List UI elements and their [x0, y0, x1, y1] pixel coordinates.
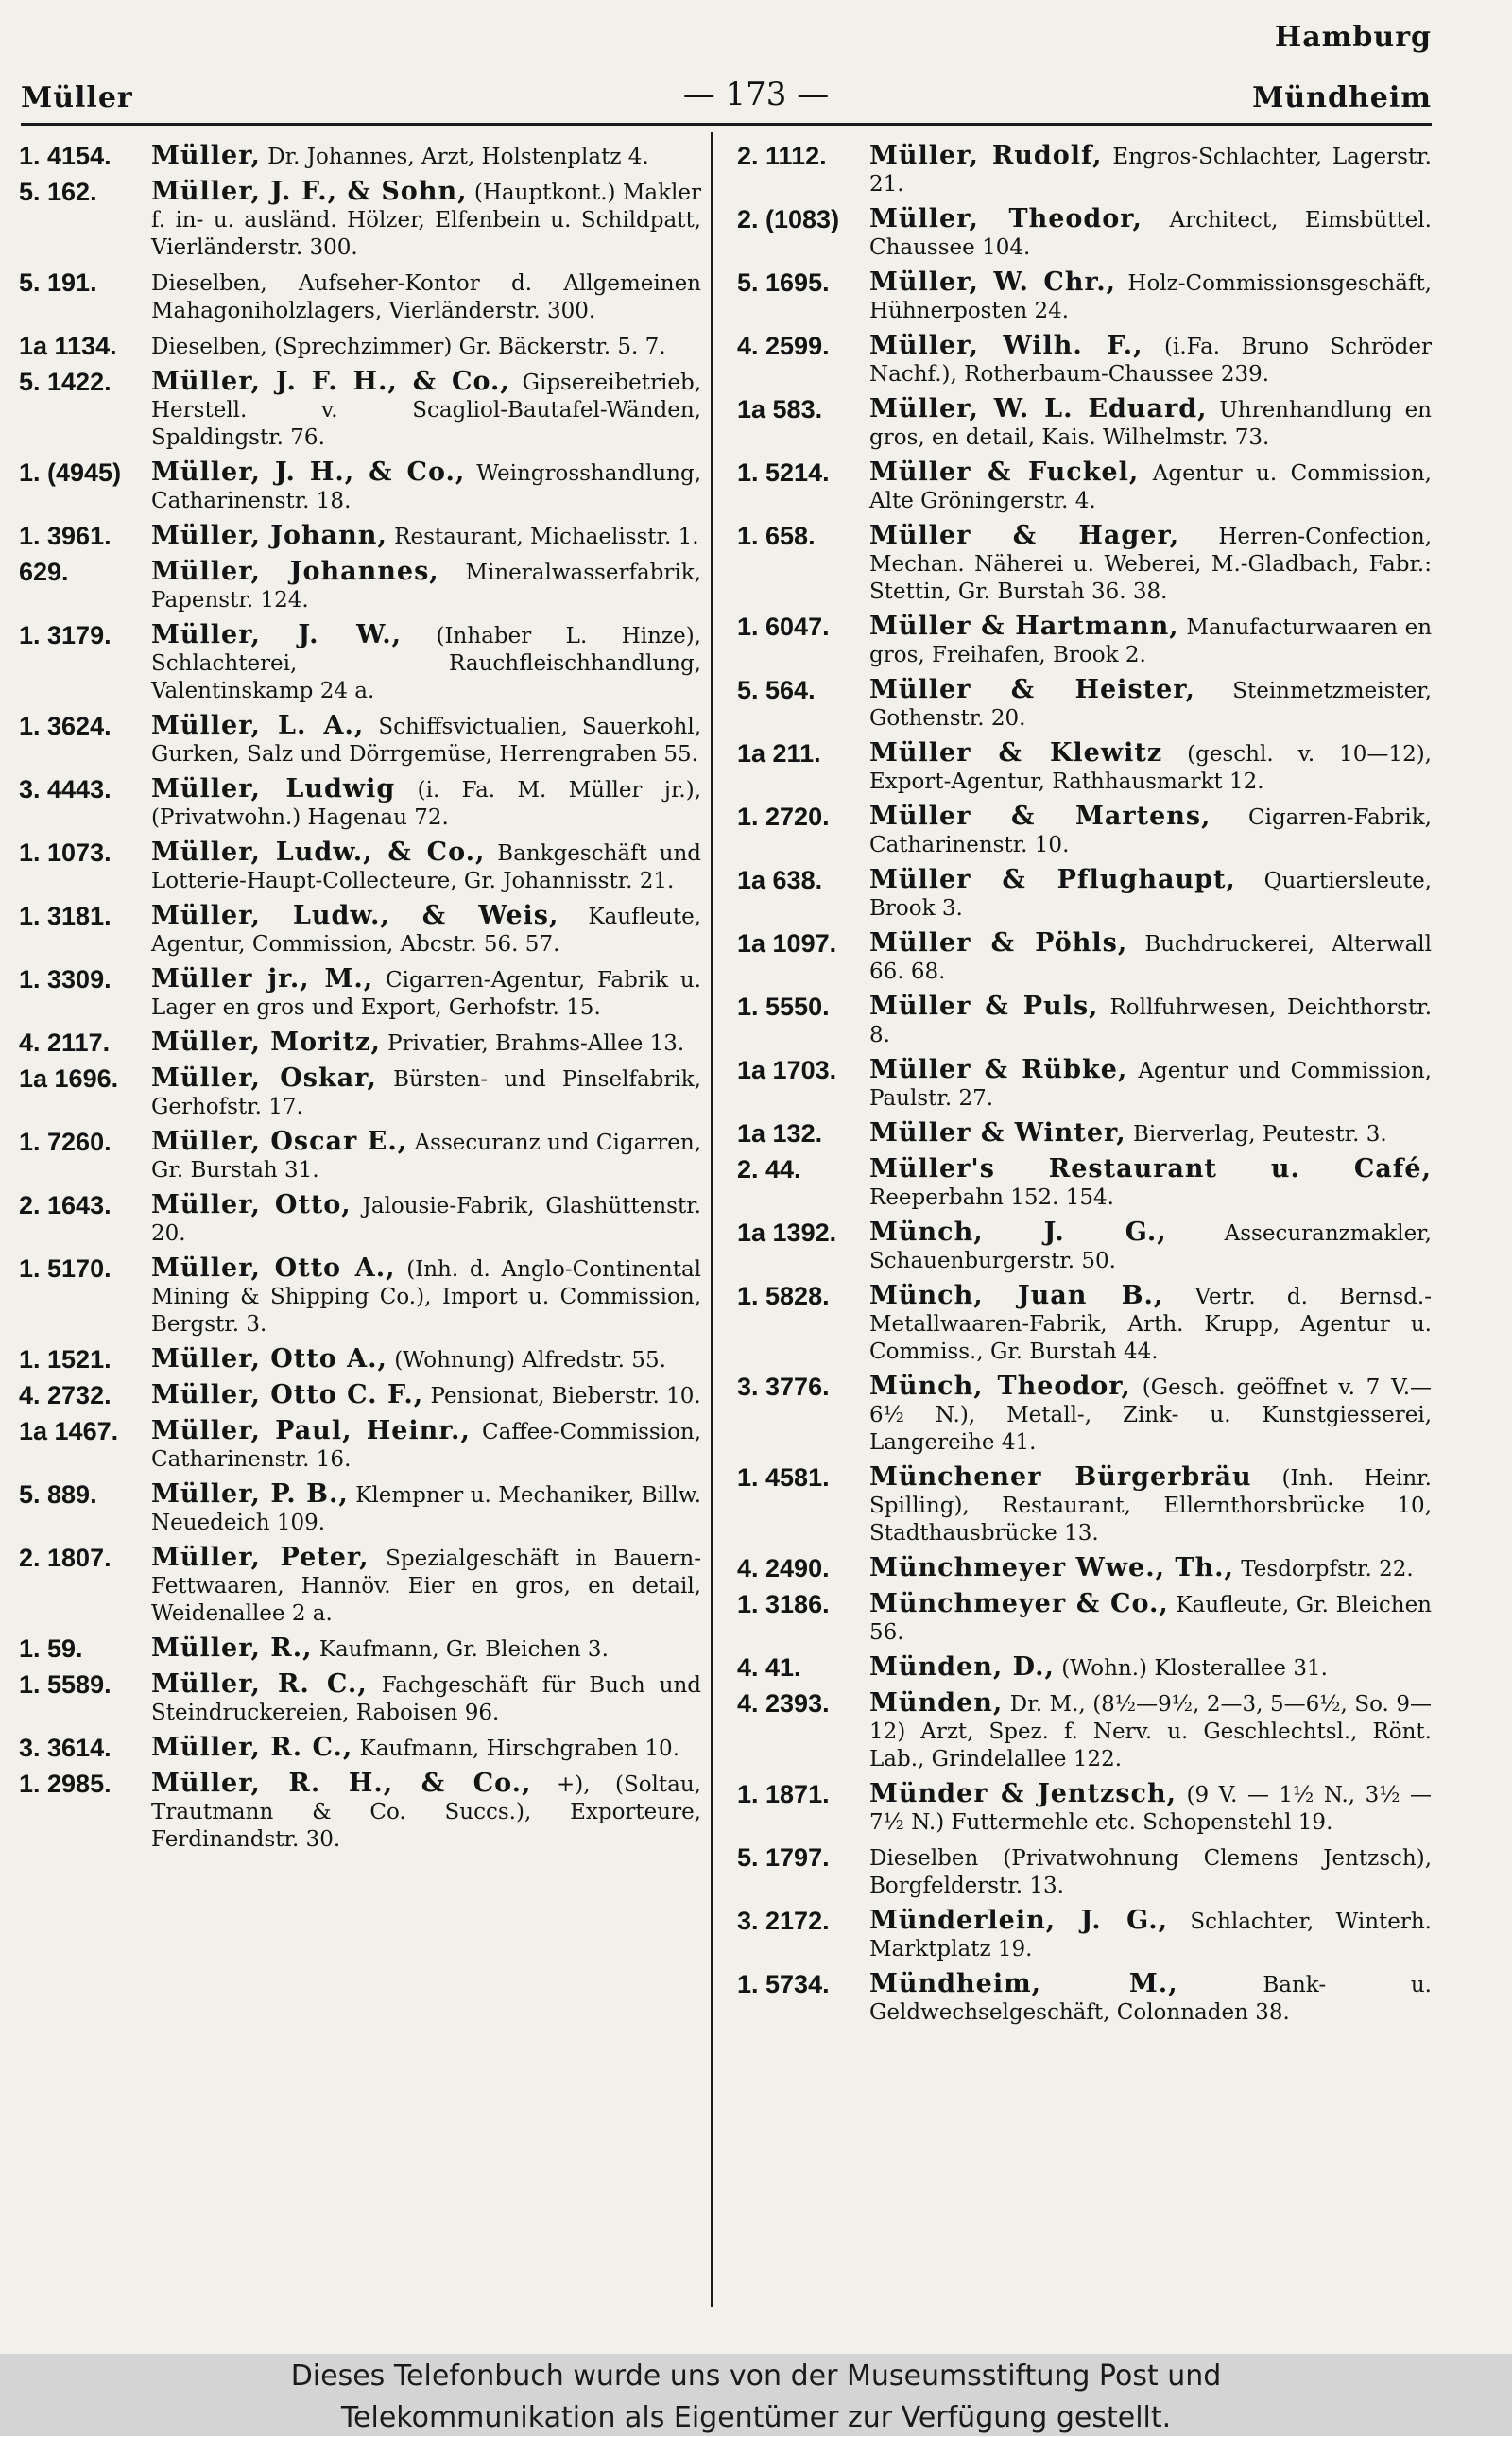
- entry-name: Müller, W. L. Eduard,: [869, 394, 1208, 423]
- entry-name: Müller, Oscar E.,: [151, 1127, 408, 1156]
- directory-entry: [737, 1907, 1432, 1963]
- entry-number: 1a 583.: [737, 395, 823, 423]
- directory-entry: [737, 1119, 1432, 1149]
- entry-details: Mineralwasserfabrik, Papenstr. 124.: [151, 561, 701, 613]
- entry-number: 4. 41.: [737, 1653, 801, 1682]
- entry-details: Agentur und Commission, Paulstr. 27.: [869, 1059, 1432, 1111]
- entry-details: Cigarren-Agentur, Fabrik u. Lager en gros und Export, Gerhofstr. 15.: [151, 968, 701, 1020]
- entry-details: Tesdorpfstr. 22.: [1241, 1557, 1414, 1581]
- entry-number: 4. 2490.: [737, 1554, 830, 1582]
- entry-body: [151, 1670, 701, 1727]
- entry-name: Müller, J. F. H., & Co.,: [151, 367, 510, 396]
- entry-number: 5. 1797.: [737, 1843, 830, 1872]
- entry-name: Müller, R. C.,: [151, 1669, 368, 1699]
- entry-details: Vertr. d. Bernsd.-Metallwaaren-Fabrik, Arth. Krupp, Agentur u. Commiss., Gr. Burstah 44.: [869, 1285, 1432, 1364]
- entry-details: (Wohnung) Alfredstr. 55.: [394, 1348, 666, 1373]
- directory-entry: [19, 558, 701, 614]
- entry-details: (9 V. — 1½ N., 3½ — 7½ N.) Futtermehle etc. Schopenstehl 19.: [869, 1783, 1432, 1835]
- entry-body: [869, 1373, 1432, 1457]
- directory-entry: [19, 332, 701, 361]
- entry-number: 5. 191.: [19, 268, 97, 297]
- entry-details: Dieselben, Aufseher-Kontor d. Allgemeinen Mahagoniholzlagers, Vierländerstr. 300.: [151, 271, 701, 323]
- entry-name: Müller, Oskar,: [151, 1063, 377, 1093]
- entry-number: 1. 3186.: [737, 1590, 830, 1618]
- directory-entry: [19, 838, 701, 895]
- directory-entry: [19, 142, 701, 171]
- entry-details: Rollfuhrwesen, Deichthorstr. 8.: [869, 995, 1433, 1047]
- entry-body: [151, 1254, 701, 1339]
- entry-details: Schiffsvictualien, Sauerkohl, Gurken, Salz und Dörrgemüse, Herrengraben 55.: [151, 715, 702, 767]
- directory-entry: [737, 1373, 1432, 1457]
- entry-body: [869, 1119, 1432, 1149]
- entry-body: [151, 1544, 701, 1628]
- directory-entry: [19, 1770, 701, 1854]
- header-left-keyword: Müller: [21, 81, 133, 114]
- directory-entry: [737, 1282, 1432, 1366]
- entry-number: 1. 2720.: [737, 803, 830, 831]
- directory-entry: [737, 1590, 1432, 1647]
- entry-number: 5. 564.: [737, 676, 816, 704]
- entry-body: [869, 142, 1432, 199]
- entry-details: (i. Fa. M. Müller jr.), (Privatwohn.) Hagenau 72.: [151, 778, 702, 830]
- entry-body: [151, 332, 701, 361]
- entry-number: 1. 3309.: [19, 965, 112, 994]
- entry-body: [869, 1689, 1432, 1773]
- entry-details: Quartiersleute, Brook 3.: [869, 869, 1432, 921]
- entry-details: Assecuranzmakler, Schauenburgerstr. 50.: [869, 1221, 1432, 1273]
- entry-number: 2. 1112.: [737, 142, 827, 170]
- entry-number: 1. 4581.: [737, 1463, 830, 1492]
- directory-entry: [737, 993, 1432, 1049]
- directory-entry: [737, 1843, 1432, 1900]
- entry-body: [151, 775, 701, 832]
- directory-entry: [737, 1554, 1432, 1583]
- entry-details: (Inh. d. Anglo-Continental Mining & Shipping Co.), Import u. Commission, Bergstr. 3.: [151, 1257, 702, 1337]
- entry-details: Bank- u. Geldwechselgeschäft, Colonnaden 38.: [869, 1973, 1432, 2025]
- entry-body: [869, 395, 1432, 452]
- entry-body: [151, 838, 701, 895]
- header-right-keyword: Mündheim: [1252, 81, 1432, 114]
- entry-body: [869, 1780, 1432, 1837]
- entry-details: Cigarren-Fabrik, Catharinenstr. 10.: [869, 805, 1432, 857]
- entry-number: 1. 5170.: [19, 1254, 112, 1283]
- directory-entry: [19, 775, 701, 832]
- entry-body: [869, 866, 1432, 923]
- entry-body: [151, 1345, 701, 1374]
- entry-body: [151, 1417, 701, 1474]
- entry-name: Müller, Wilh. F.,: [869, 331, 1143, 360]
- entry-details: Spezialgeschäft in Bauern-Fettwaaren, Hannöv. Eier en gros, en detail, Weidenallee 2 a.: [151, 1547, 701, 1626]
- directory-entry: [737, 739, 1432, 796]
- directory-entry: [737, 1689, 1432, 1773]
- entry-body: [869, 1282, 1432, 1366]
- entry-number: 2. 44.: [737, 1155, 801, 1184]
- entry-name: Müller,: [151, 141, 261, 170]
- entry-body: [151, 1734, 701, 1763]
- entry-number: 1. 1073.: [19, 838, 112, 867]
- entry-body: [151, 458, 701, 515]
- entry-number: 1a 1696.: [19, 1064, 119, 1093]
- entry-details: (i.Fa. Bruno Schröder Nachf.), Rotherbaum-Chaussee 239.: [869, 335, 1432, 387]
- footer-notice: [0, 2354, 1512, 2436]
- footer-line-1: Dieses Telefonbuch wurde uns von der Museumsstiftung Post und: [290, 2359, 1222, 2393]
- entry-body: [869, 739, 1432, 796]
- entry-details: Jalousie-Fabrik, Glashüttenstr. 20.: [151, 1194, 701, 1246]
- entry-number: 1. 658.: [737, 522, 816, 550]
- entry-details: Dieselben (Privatwohnung Clemens Jentzsch), Borgfelderstr. 13.: [869, 1846, 1432, 1898]
- entry-body: [869, 1970, 1432, 2027]
- directory-entry: [19, 1064, 701, 1121]
- entry-name: Müller jr., M.,: [151, 964, 374, 994]
- entry-details: (Inhaber L. Hinze), Schlachterei, Rauchfleischhandlung, Valentinskamp 24 a.: [151, 624, 701, 703]
- entry-details: Weingrosshandlung, Catharinenstr. 18.: [151, 461, 702, 513]
- entry-details: Agentur u. Commission, Alte Gröningerstr. 4.: [869, 461, 1432, 513]
- entry-body: [151, 522, 701, 551]
- directory-entry: [737, 1653, 1432, 1683]
- entry-details: (Hauptkont.) Makler f. in- u. ausländ. Hölzer, Elfenbein u. Schildpatt, Vierländerstr. 300.: [151, 181, 701, 260]
- directory-entry: [737, 395, 1432, 452]
- directory-entry: [737, 1780, 1432, 1837]
- directory-entry: [737, 676, 1432, 733]
- entry-name: Müller, Paul, Heinr.,: [151, 1416, 471, 1445]
- entry-details: Assecuranz und Cigarren, Gr. Burstah 31.: [151, 1131, 702, 1183]
- entry-body: [869, 1056, 1432, 1113]
- directory-entry: [737, 1463, 1432, 1547]
- entry-number: 5. 889.: [19, 1480, 97, 1509]
- entry-name: Müller, Ludw., & Co.,: [151, 838, 486, 867]
- entry-number: 4. 2393.: [737, 1689, 830, 1718]
- entry-number: 1. 2985.: [19, 1770, 112, 1798]
- entry-number: 1. 3624.: [19, 712, 112, 740]
- entry-number: 1. 5589.: [19, 1670, 112, 1699]
- directory-entry: [737, 268, 1432, 325]
- entry-name: Müller & Pöhls,: [869, 928, 1128, 958]
- entry-number: 1. 4154.: [19, 142, 112, 170]
- entry-details: Privatier, Brahms-Allee 13.: [387, 1031, 685, 1056]
- entry-body: [869, 993, 1432, 1049]
- header-city: Hamburg: [1274, 21, 1432, 54]
- entry-body: [151, 712, 701, 769]
- entry-details: Manufacturwaaren en gros, Freihafen, Brook 2.: [869, 615, 1433, 667]
- entry-name: Münchmeyer & Co.,: [869, 1589, 1169, 1618]
- entry-name: Müller, Johannes,: [151, 557, 439, 586]
- entry-number: 1. 1871.: [737, 1780, 830, 1808]
- entry-details: Dr. M., (8½—9½, 2—3, 5—6½, So. 9—12) Arzt, Spez. f. Nerv. u. Geschlechtsl., Rönt. Lab., Grindelallee 122.: [869, 1692, 1432, 1772]
- directory-entry: [19, 621, 701, 705]
- entry-number: 1. 5214.: [737, 458, 830, 487]
- entry-body: [869, 332, 1432, 389]
- entry-name: Müller & Martens,: [869, 802, 1211, 831]
- entry-body: [151, 178, 701, 262]
- page-number: — 173 —: [682, 76, 830, 113]
- entry-body: [869, 458, 1432, 515]
- entry-name: Müller & Klewitz: [869, 738, 1163, 768]
- directory-entry: [19, 1417, 701, 1474]
- entry-details: Engros-Schlachter, Lagerstr. 21.: [869, 145, 1432, 197]
- directory-entry: [737, 332, 1432, 389]
- entry-body: [869, 1590, 1432, 1647]
- entry-number: 4. 2732.: [19, 1381, 112, 1409]
- entry-details: Gipsereibetrieb, Herstell. v. Scagliol-Bautafel-Wänden, Spaldingstr. 76.: [151, 371, 702, 450]
- entry-details: Architect, Eimsbüttel. Chaussee 104.: [869, 208, 1432, 260]
- entry-number: 629.: [19, 558, 69, 586]
- entry-body: [869, 268, 1432, 325]
- entry-number: 1. 7260.: [19, 1128, 112, 1156]
- entry-name: Müller, R.,: [151, 1633, 313, 1663]
- left-column: [19, 142, 701, 1860]
- entry-details: Pensionat, Bieberstr. 10.: [430, 1384, 701, 1409]
- directory-entry: [19, 712, 701, 769]
- entry-number: 3. 3776.: [737, 1373, 830, 1401]
- footer-line-2: Telekommunikation als Eigentümer zur Verfügung gestellt.: [340, 2401, 1172, 2434]
- entry-body: [151, 558, 701, 614]
- entry-number: 1a 132.: [737, 1119, 823, 1148]
- directory-entry: [19, 458, 701, 515]
- entry-number: 1. 3181.: [19, 902, 112, 930]
- entry-name: Müller & Hartmann,: [869, 612, 1179, 641]
- entry-body: [869, 1907, 1432, 1963]
- entry-number: 1. 5734.: [737, 1970, 830, 1998]
- entry-details: Restaurant, Michaelisstr. 1.: [394, 525, 699, 549]
- entry-number: 1a 1703.: [737, 1056, 837, 1084]
- entry-number: 3. 3614.: [19, 1734, 112, 1762]
- directory-entry: [737, 803, 1432, 859]
- entry-name: Müller, Ludwig: [151, 774, 396, 804]
- entry-name: Müller, Otto,: [151, 1190, 352, 1219]
- entry-body: [869, 522, 1432, 606]
- directory-entry: [19, 1734, 701, 1763]
- directory-entry: [19, 178, 701, 262]
- entry-body: [869, 1554, 1432, 1583]
- entry-number: 2. (1083): [737, 205, 840, 233]
- entry-number: 1a 1097.: [737, 929, 837, 958]
- entry-name: Müller, Rudolf,: [869, 141, 1103, 170]
- directory-entry: [737, 458, 1432, 515]
- entry-name: Münch, Juan B.,: [869, 1281, 1164, 1310]
- entry-body: [151, 902, 701, 959]
- entry-name: Münden,: [869, 1688, 1004, 1718]
- entry-number: 4. 2117.: [19, 1028, 111, 1057]
- directory-entry: [19, 1028, 701, 1058]
- directory-entry: [19, 1381, 701, 1410]
- entry-name: Müller, R. C.,: [151, 1733, 353, 1762]
- entry-body: [151, 1770, 701, 1854]
- entry-body: [869, 613, 1432, 669]
- entry-details: Dieselben, (Sprechzimmer) Gr. Bäckerstr. 5. 7.: [151, 335, 666, 359]
- entry-number: 1a 638.: [737, 866, 823, 894]
- directory-entry: [737, 929, 1432, 986]
- entry-name: Müller, J. F., & Sohn,: [151, 177, 468, 206]
- directory-entry: [19, 1670, 701, 1727]
- entry-details: Fachgeschäft für Buch und Steindruckereien, Raboisen 96.: [151, 1673, 701, 1725]
- entry-name: Müller, Otto A.,: [151, 1253, 396, 1283]
- directory-entry: [19, 268, 701, 325]
- entry-body: [869, 676, 1432, 733]
- entry-body: [151, 268, 701, 325]
- entry-details: Holz-Commissionsgeschäft, Hühnerposten 24.: [869, 271, 1432, 323]
- entry-number: 1. 1521.: [19, 1345, 112, 1374]
- entry-number: 3. 2172.: [737, 1907, 830, 1935]
- entry-number: 1. 59.: [19, 1634, 83, 1663]
- entry-body: [869, 1218, 1432, 1275]
- entry-name: Müller, Theodor,: [869, 204, 1143, 233]
- entry-number: 1. 3961.: [19, 522, 112, 550]
- directory-entry: [737, 866, 1432, 923]
- entry-details: (Inh. Heinr. Spilling), Restaurant, Ellernthorsbrücke 10, Stadthausbrücke 13.: [869, 1466, 1432, 1546]
- directory-entry: [737, 1155, 1432, 1212]
- entry-number: 1a 1467.: [19, 1417, 119, 1445]
- directory-entry: [19, 965, 701, 1022]
- entry-name: Müller & Fuckel,: [869, 458, 1140, 487]
- entry-name: Müller & Rübke,: [869, 1055, 1128, 1084]
- directory-entry: [737, 205, 1432, 262]
- entry-name: Müller, Otto C. F.,: [151, 1380, 424, 1409]
- entry-body: [151, 1634, 701, 1664]
- entry-number: 1a 1392.: [737, 1218, 837, 1247]
- entry-body: [869, 1653, 1432, 1683]
- directory-entry: [19, 1345, 701, 1374]
- entry-name: Mündheim, M.,: [869, 1969, 1178, 1998]
- entry-body: [151, 1480, 701, 1537]
- directory-entry: [737, 1970, 1432, 2027]
- entry-body: [869, 803, 1432, 859]
- directory-entry: [737, 1056, 1432, 1113]
- entry-name: Müller, L. A.,: [151, 711, 365, 740]
- entry-body: [151, 621, 701, 705]
- entry-details: Kaufmann, Hirschgraben 10.: [359, 1737, 680, 1761]
- right-column: [737, 142, 1432, 2033]
- entry-details: Reeperbahn 152. 154.: [869, 1185, 1114, 1210]
- entry-name: Münch, Theodor,: [869, 1372, 1131, 1401]
- entry-name: Müller, Moritz,: [151, 1028, 381, 1057]
- entry-details: Herren-Confection, Mechan. Näherei u. Weberei, M.-Gladbach, Fabr.: Stettin, Gr. Burstah 36. 38.: [869, 525, 1432, 604]
- entry-name: Müller, J. H., & Co.,: [151, 458, 466, 487]
- entry-details: Steinmetzmeister, Gothenstr. 20.: [869, 679, 1432, 731]
- entry-body: [869, 1843, 1432, 1900]
- directory-entry: [737, 613, 1432, 669]
- entry-body: [869, 1155, 1432, 1212]
- entry-details: Kaufleute, Gr. Bleichen 56.: [869, 1593, 1432, 1645]
- entry-name: Münchener Bürgerbräu: [869, 1462, 1252, 1492]
- directory-entry: [737, 522, 1432, 606]
- entry-name: Münden, D.,: [869, 1652, 1055, 1682]
- entry-name: Müller, W. Chr.,: [869, 268, 1116, 297]
- entry-body: [151, 142, 701, 171]
- entry-name: Müller & Puls,: [869, 992, 1099, 1021]
- entry-name: Müller & Heister,: [869, 675, 1195, 704]
- entry-details: +), (Soltau, Trautmann & Co. Succs.), Exporteure, Ferdinandstr. 30.: [151, 1772, 701, 1852]
- directory-entry: [19, 1191, 701, 1248]
- entry-details: Caffee-Commission, Catharinenstr. 16.: [151, 1420, 701, 1472]
- entry-details: Kaufmann, Gr. Bleichen 3.: [318, 1637, 609, 1662]
- entry-name: Münchmeyer Wwe., Th.,: [869, 1553, 1234, 1582]
- entry-details: Kaufleute, Agentur, Commission, Abcstr. 56. 57.: [151, 905, 701, 957]
- directory-entry: [19, 902, 701, 959]
- entry-body: [869, 929, 1432, 986]
- directory-entry: [737, 142, 1432, 199]
- entry-number: 1a 211.: [737, 739, 821, 768]
- entry-details: Schlachter, Winterh. Marktplatz 19.: [869, 1910, 1432, 1962]
- entry-name: Müller, Ludw., & Weis,: [151, 901, 559, 930]
- entry-details: Dr. Johannes, Arzt, Holstenplatz 4.: [267, 145, 649, 169]
- entry-details: Uhrenhandlung en gros, en detail, Kais. Wilhelmstr. 73.: [869, 398, 1432, 450]
- entry-details: Bürsten- und Pinselfabrik, Gerhofstr. 17.: [151, 1067, 701, 1119]
- entry-name: Müller, R. H., & Co.,: [151, 1769, 532, 1798]
- directory-entry: [19, 368, 701, 452]
- directory-entry: [19, 1634, 701, 1664]
- entry-name: Müller, Johann,: [151, 521, 387, 550]
- entry-body: [151, 1191, 701, 1248]
- entry-details: (Gesch. geöffnet v. 7 V.—6½ N.), Metall-, Zink- u. Kunstgiesserei, Langereihe 41.: [869, 1375, 1433, 1455]
- entry-name: Münder & Jentzsch,: [869, 1779, 1177, 1808]
- entry-name: Müller, J. W.,: [151, 620, 402, 649]
- entry-number: 1. 5828.: [737, 1282, 830, 1310]
- entry-number: 2. 1643.: [19, 1191, 112, 1219]
- entry-body: [151, 368, 701, 452]
- entry-number: 3. 4443.: [19, 775, 112, 804]
- entry-body: [869, 205, 1432, 262]
- entry-body: [151, 1128, 701, 1184]
- entry-name: Müller, Peter,: [151, 1543, 369, 1572]
- header-rule-thick: [21, 123, 1432, 126]
- entry-body: [151, 1028, 701, 1058]
- entry-body: [151, 1381, 701, 1410]
- entry-details: Klempner u. Mechaniker, Billw. Neuedeich 109.: [151, 1483, 702, 1535]
- column-divider: [711, 132, 713, 2307]
- entry-name: Müller, Otto A.,: [151, 1344, 387, 1374]
- entry-number: 1. 3179.: [19, 621, 112, 649]
- directory-entry: [19, 1480, 701, 1537]
- entry-body: [151, 1064, 701, 1121]
- directory-entry: [19, 1544, 701, 1628]
- directory-entry: [19, 1254, 701, 1339]
- entry-name: Müller's Restaurant u. Café,: [869, 1154, 1432, 1184]
- entry-name: Müller & Pflughaupt,: [869, 865, 1236, 894]
- entry-details: Bierverlag, Peutestr. 3.: [1132, 1122, 1387, 1147]
- entry-number: 5. 162.: [19, 178, 97, 206]
- entry-number: 1a 1134.: [19, 332, 117, 360]
- entry-name: Münch, J. G.,: [869, 1218, 1167, 1247]
- entry-name: Müller & Hager,: [869, 521, 1180, 550]
- entry-number: 5. 1695.: [737, 268, 830, 297]
- entry-number: 2. 1807.: [19, 1544, 112, 1572]
- entry-number: 1. 6047.: [737, 613, 830, 641]
- directory-entry: [737, 1218, 1432, 1275]
- entry-details: (Wohn.) Klosterallee 31.: [1061, 1656, 1328, 1681]
- entry-body: [151, 965, 701, 1022]
- entry-name: Müller, P. B.,: [151, 1479, 349, 1509]
- entry-body: [869, 1463, 1432, 1547]
- directory-entry: [19, 1128, 701, 1184]
- entry-number: 1. (4945): [19, 458, 122, 487]
- entry-name: Münderlein, J. G.,: [869, 1906, 1169, 1935]
- directory-entry: [19, 522, 701, 551]
- entry-details: Buchdruckerei, Alterwall 66. 68.: [869, 932, 1433, 984]
- entry-number: 1. 5550.: [737, 993, 830, 1021]
- entry-number: 4. 2599.: [737, 332, 830, 360]
- entry-name: Müller & Winter,: [869, 1118, 1126, 1148]
- entry-number: 5. 1422.: [19, 368, 112, 396]
- entry-details: Bankgeschäft und Lotterie-Haupt-Collecteure, Gr. Johannisstr. 21.: [151, 841, 701, 893]
- entry-details: (geschl. v. 10—12), Export-Agentur, Rathhausmarkt 12.: [869, 742, 1432, 794]
